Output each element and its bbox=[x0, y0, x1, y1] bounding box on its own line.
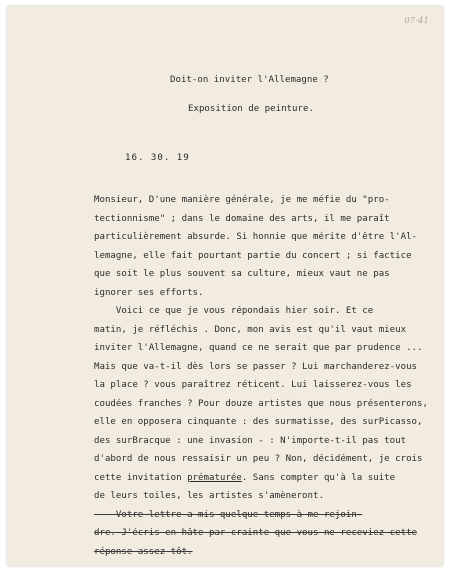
body-line: ignorer ses efforts. bbox=[94, 287, 204, 298]
body-line: inviter l'Allemagne, quand ce ne serait que par prudence ... bbox=[94, 343, 423, 353]
body-line: Mais que va-t-il dès lors se passer ? Lui marchanderez-vous bbox=[94, 361, 418, 372]
body-line: des surBracque : une invasion - : N'importe-t-il pas tout bbox=[94, 435, 407, 446]
struck-line: réponse assez tôt. bbox=[94, 546, 193, 557]
body-line: que soit le plus souvent sa culture, mieux vaut ne pas bbox=[94, 269, 390, 279]
body-line: lemagne, elle fait pourtant partie du concert ; si factice bbox=[94, 250, 412, 261]
body-line: la place ? vous paraîtrez réticent. Lui laisserez-vous les bbox=[94, 380, 412, 390]
body-line-underlined bbox=[94, 474, 395, 483]
body-line: de leurs toiles, les artistes s'amèneront. bbox=[94, 491, 324, 501]
body-line: matin, je réfléchis . Donc, mon avis est qu'il vaut mieux bbox=[94, 324, 407, 335]
underlined-word: prématurée bbox=[187, 472, 242, 483]
document-subtitle: Exposition de peinture. bbox=[188, 104, 314, 114]
body-line: Monsieur, D'une manière générale, je me méfie du "pro- bbox=[94, 195, 390, 205]
underline-before: cette invitation bbox=[94, 472, 188, 483]
body-line: Voici ce que je vous répondais hier soir. Et ce bbox=[94, 306, 374, 316]
body-line: coudées franches ? Pour douze artistes que nous présenterons, bbox=[94, 398, 428, 409]
body-line: elle en opposera cinquante : des surmatisse, des surPicasso, bbox=[94, 417, 423, 427]
pencil-annotation: 07-41 bbox=[404, 16, 429, 25]
struck-line: dre. J'écris en hâte par crainte que vous ne receviez cette bbox=[94, 528, 418, 538]
struck-line: Votre lettre a mis quelque temps à me rejoin- bbox=[94, 509, 363, 520]
body-line: particulièrement absurde. Si honnie que mérite d'être l'Al- bbox=[94, 232, 418, 242]
body-line: tectionnisme" ; dans le domaine des arts, il me paraît bbox=[94, 213, 390, 224]
document-title: Doit-on inviter l'Allemagne ? bbox=[170, 75, 329, 85]
document-page bbox=[7, 6, 443, 566]
body-line: d'abord de nous ressaisir un peu ? Non, décidément, je crois bbox=[94, 454, 423, 464]
document-date: 16. 30. 19 bbox=[125, 153, 190, 163]
underline-after: . Sans compter qu'à la suite bbox=[241, 472, 396, 483]
